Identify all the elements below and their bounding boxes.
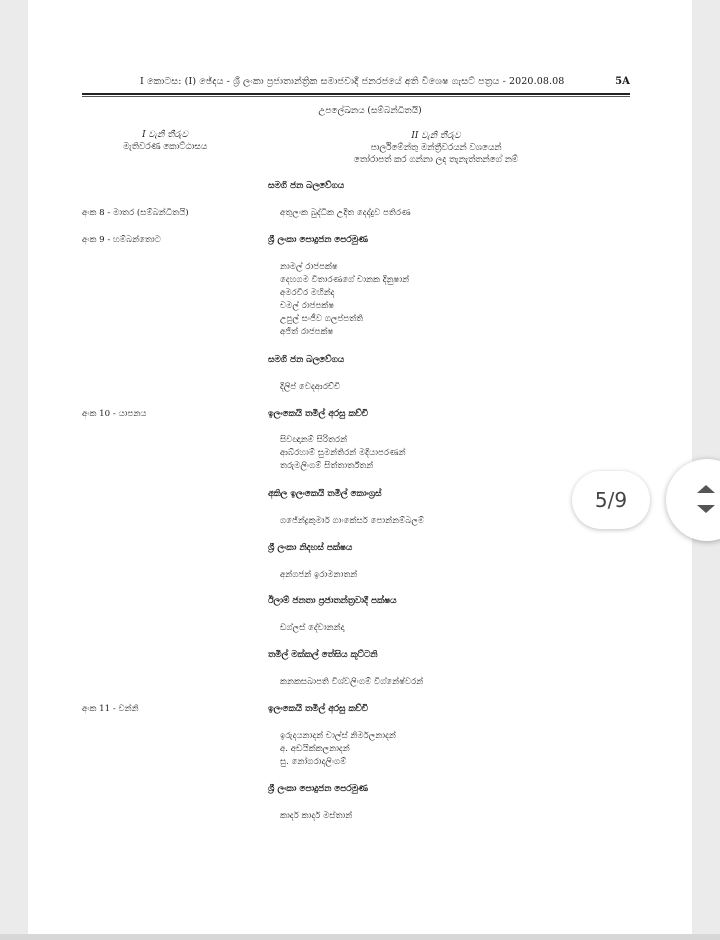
member-name: දිලිප් වෙදආරච්චි — [280, 382, 341, 392]
member-name: සු. නෝගරාදලිංගම් — [280, 757, 347, 767]
annex-title: උපලේඛනය (සම්බන්ධිතයි) — [318, 106, 422, 116]
column-2-line2: තෝරාපත් කර ගන්නා ලද තැනැත්තන්ගේ නම් — [353, 155, 519, 165]
member-name: සිවඥානම් සිරිතරන් — [280, 435, 348, 445]
document-page — [28, 0, 692, 934]
district-label: අංක 9 - හම්බන්තොට — [82, 235, 161, 245]
party-name: තමිල් මක්කල් තේසිය කූට්ටනි — [268, 650, 378, 660]
page-number: 5A — [615, 76, 630, 87]
member-name: දෙහගම විතාරණගේ චානක දිනුෂාන් — [280, 275, 410, 285]
party-name: ශ්‍රී ලංකා පොදුජන පෙරමුණ — [268, 784, 368, 794]
member-name: උපුල් සංජීව ගලප්පත්ති — [280, 314, 364, 324]
party-name: ඉලංකෙයි තමිල් අරසු කච්චි — [268, 704, 369, 714]
viewer-bottom-edge — [0, 934, 720, 940]
column-2-line1: පාර්ලිමේන්තු මන්ත්‍රීවරයන් වශයෙන් — [370, 143, 502, 153]
member-name: ඩග්ලස් දේවානන්දා — [280, 623, 345, 633]
party-name: ශ්‍රී ලංකා පොදුජන පෙරමුණ — [268, 235, 368, 245]
column-1-number: I වැනි තීරුව — [142, 130, 188, 140]
member-name: අජිත් රාජපක්ෂ — [280, 327, 334, 337]
member-name: චමල් රාජපක්ෂ — [280, 301, 335, 311]
column-2-number: II වැනි තීරුව — [411, 131, 461, 141]
member-name: අමරවීර මහින්ද — [280, 288, 335, 298]
party-name: සමගි ජන බලවේගය — [268, 181, 345, 191]
district-label: අංක 8 - මාතර (සම්බන්ධිතයි) — [82, 208, 189, 218]
page-indicator: 5/9 — [572, 471, 650, 529]
member-name: අතුලංක බුද්ධික උදිත දෙද්දුව පතිරණ — [280, 208, 411, 218]
party-name: ඉලංකෙයි තමිල් අරසු කච්චි — [268, 409, 369, 419]
gazette-header-title: I කොටස: (I) ඡේදය - ශ්‍රී ලංකා ප්‍රජාතාන්ත්‍රික සමාජවාදී ජනරජයේ අති විශෙෂ ගැසට් පත්‍රය - 2020.08.08 — [140, 76, 565, 87]
member-name: ගජේන්ද්‍රකුමාර් ගාංකේසර් පොන්නම්බලම් — [280, 516, 425, 526]
member-name: ඉරුදයනාදන් චාල්ස් නිර්මලනාදන් — [280, 731, 396, 741]
party-name: සමගි ජන බලවේගය — [268, 355, 345, 365]
chevron-up-down-icon — [694, 481, 718, 517]
member-name: අන්ගජන් ඉරාමනාතන් — [280, 570, 358, 580]
member-name: කනකසබාපති විශ්වලිංගම් විග්නේෂ්වරන් — [280, 677, 424, 687]
results-table — [28, 0, 692, 934]
member-name: තරුමලිංගම් සිත්තාර්ත්තන් — [280, 461, 374, 471]
column-1-label: මැතිවරණ කොට්ඨාසය — [122, 142, 208, 152]
party-name: ශ්‍රී ලංකා නිදහස් පක්ෂය — [268, 543, 353, 553]
member-name: ආබ්රහාම් සුමන්තිරන් මදියාපරණන් — [280, 448, 406, 458]
party-name: අකිල ඉලංකෙයි තමිල් කොංග්‍රස් — [268, 489, 382, 499]
district-label: අංක 11 - වන්නි — [82, 704, 139, 714]
member-name: නාමල් රාජපක්ෂ — [280, 262, 338, 272]
party-name: ඊලාම් ජනතා ප්‍රජාතන්ත්‍රවාදී පක්ෂය — [268, 596, 397, 606]
member-name: කාදර් කාදර් මස්තාන් — [280, 811, 353, 821]
district-label: අංක 10 - යාපනය — [82, 409, 147, 419]
member-name: අ. අඩයික්කලනාදන් — [280, 744, 350, 754]
